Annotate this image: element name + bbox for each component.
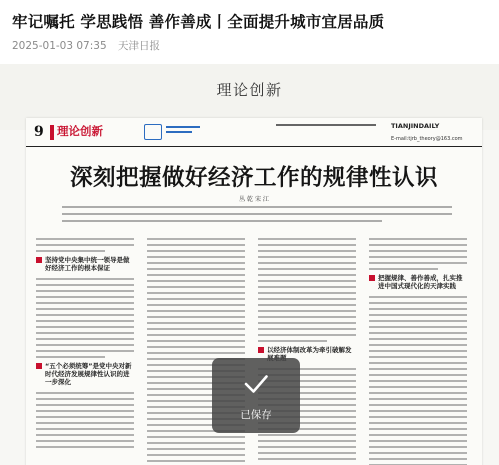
red-bar-icon	[50, 125, 54, 140]
page-number: 9	[34, 124, 44, 140]
saved-label: 已保存	[240, 409, 272, 421]
scan-section-title: 理论创新	[216, 81, 283, 99]
subhead: “五个必须统筹”是党中央对新时代经济发展规律性认识的进一步深化	[36, 362, 134, 386]
publish-time: 2025-01-03 07:35	[12, 40, 107, 52]
subhead: 把握规律、善作善成，扎实推进中国式现代化的天津实践	[369, 274, 467, 290]
masthead-email: E-mail:tjrb_theory@163.com	[391, 136, 463, 142]
checkmark-icon	[243, 371, 269, 397]
saved-toast	[212, 358, 300, 433]
article-meta	[12, 38, 168, 53]
article-headline: 牢记嘱托 学思践悟 善作善成丨全面提升城市宜居品质	[12, 13, 385, 31]
text-column	[369, 238, 467, 465]
scan-article-title: 深刻把握做好经济工作的规律性认识	[69, 165, 438, 191]
source-link[interactable]: 天津日报	[117, 40, 160, 52]
lead-paragraph	[62, 206, 452, 232]
masthead-brand: TIANJINDAILY	[391, 122, 440, 130]
newspaper-masthead	[26, 118, 482, 147]
subhead: 坚持党中央集中统一领导是做好经济工作的根本保证	[36, 256, 134, 272]
text-column	[36, 238, 134, 465]
app-logo-icon	[144, 124, 162, 140]
subhead: 以经济体制改革为牵引破解发	[258, 346, 356, 362]
scan-byline: 丛 乾 宋 江	[239, 196, 269, 203]
masthead-date	[276, 121, 376, 126]
section-tag: 理论创新	[57, 124, 103, 138]
masthead-info	[166, 124, 200, 133]
